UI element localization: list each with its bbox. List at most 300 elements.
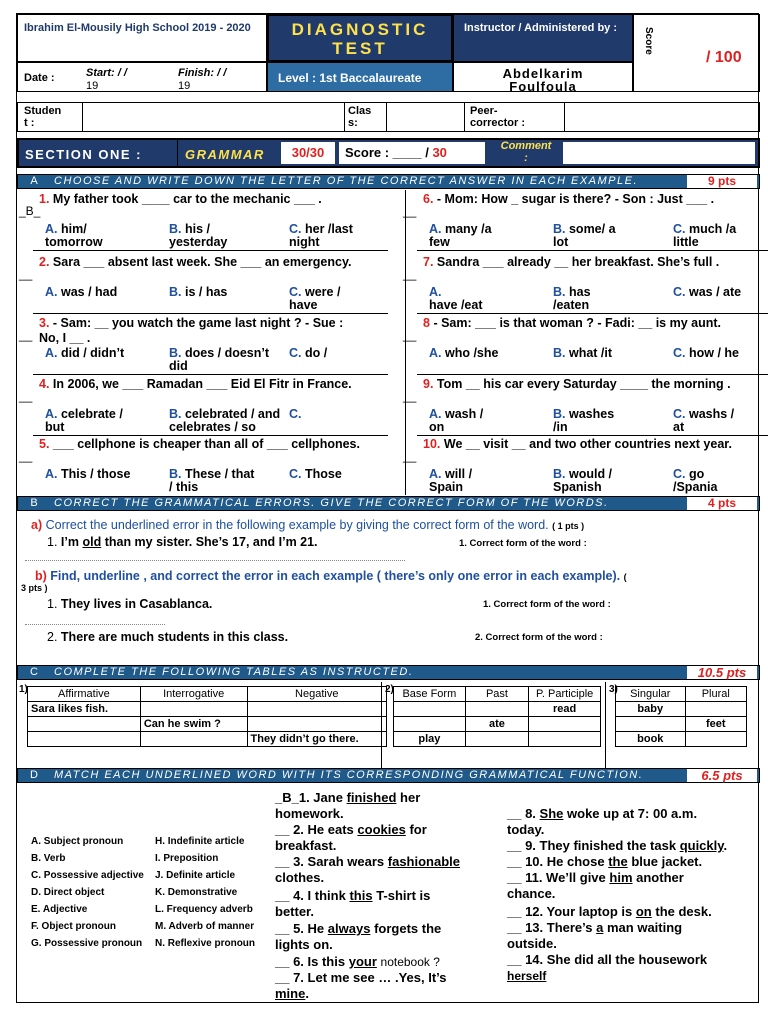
option-letter: A. — [45, 407, 58, 421]
option-c[interactable] — [673, 347, 768, 360]
table-cell: Sara likes fish. — [28, 702, 141, 717]
instructor-name1: Abdelkarim — [502, 66, 584, 81]
table-row — [394, 717, 601, 732]
option-letter: C. — [673, 222, 686, 236]
table-row — [28, 702, 387, 717]
table-cell[interactable] — [140, 702, 247, 717]
mq13-u: a — [596, 920, 604, 935]
question-number: 3. — [39, 316, 50, 330]
table-header: Plural — [685, 687, 746, 702]
table-cell: play — [394, 732, 466, 747]
table-cell[interactable] — [28, 717, 141, 732]
section-one-score-label — [345, 145, 447, 160]
question-text: We __ visit __ and two other countries next year. — [443, 437, 732, 451]
answer-blank[interactable]: __ — [403, 328, 417, 342]
mq5-l2: lights on. — [275, 937, 333, 952]
option-b[interactable] — [553, 408, 671, 434]
option-a[interactable] — [429, 223, 547, 249]
match-q4 — [275, 888, 430, 920]
table-cell[interactable] — [247, 717, 387, 732]
option-letter: B. — [553, 346, 566, 360]
question-number: 7. — [423, 255, 434, 269]
mq6-pre: __ 6. Is this — [275, 954, 346, 969]
table-header: Affirmative — [28, 687, 141, 702]
table-row — [394, 732, 601, 747]
option-text: would / — [568, 467, 613, 481]
section-b-band — [17, 496, 760, 511]
correct-form-b1: 1. Correct form of the word : — [483, 599, 611, 610]
table-header: Past — [465, 687, 529, 702]
title-line1: DIAGNOSTIC — [291, 20, 429, 39]
question-number: 6. — [423, 192, 434, 206]
student-label-l1: Studen — [24, 105, 62, 117]
bex1-text: They lives in Casablanca. — [60, 597, 213, 611]
section-a-title: CHOOSE AND WRITE DOWN THE LETTER OF THE CORRECT ANSWER IN EACH EXAMPLE. — [54, 175, 639, 187]
mq1-l2: homework. — [275, 806, 344, 821]
peer-input[interactable] — [566, 105, 758, 129]
section-one-score: 30/30 — [291, 145, 325, 160]
section-a-band — [17, 174, 760, 189]
question-text: Sandra ___ already __ her breakfast. She’s full . — [436, 255, 720, 269]
mq5-pre: __ 5. He — [275, 921, 325, 936]
table-cell[interactable] — [28, 732, 141, 747]
peer-label — [470, 105, 525, 129]
question — [423, 437, 745, 452]
match-q9: __ 9. They finished the task quickly. — [507, 838, 728, 853]
row-divider — [33, 250, 388, 251]
score-total: / 100 — [706, 49, 742, 66]
option-text-line2: lot — [553, 235, 569, 249]
option-b[interactable] — [169, 408, 287, 434]
table-cell: book — [616, 732, 686, 747]
question-number: 10. — [423, 437, 441, 451]
table-cell[interactable] — [529, 732, 601, 747]
option-letter: B. — [169, 467, 182, 481]
table-cell: read — [529, 702, 601, 717]
part-a-pts: ( 1 pts ) — [552, 521, 585, 531]
option-letter: B. — [169, 407, 182, 421]
table-row — [616, 717, 747, 732]
option-c[interactable] — [289, 286, 407, 312]
option-c[interactable] — [289, 223, 407, 249]
instructor-name-box — [453, 62, 633, 92]
option-a[interactable] — [45, 408, 163, 434]
table-cell[interactable] — [247, 702, 387, 717]
table-cell[interactable] — [140, 732, 247, 747]
option-b[interactable] — [169, 286, 287, 299]
mq8-pre: __ 8. — [507, 806, 536, 821]
option-c[interactable] — [289, 408, 407, 421]
mq3-pre: __ 3. Sarah wears — [275, 854, 385, 869]
option-a[interactable] — [429, 286, 547, 312]
option-b[interactable] — [553, 286, 671, 312]
instructor-label: Instructor / Administered by : — [464, 22, 618, 34]
divider — [386, 103, 387, 131]
option-text: wash / — [444, 407, 484, 421]
divider — [564, 103, 565, 131]
mq11-u: him — [609, 870, 633, 885]
table-cell[interactable] — [394, 702, 466, 717]
score-total-text: 30 — [432, 145, 447, 160]
mq2-post: for — [409, 822, 427, 837]
table-plural — [615, 686, 747, 747]
row-divider — [417, 313, 768, 314]
class-label — [348, 105, 371, 129]
mq10-pre: __ 10. He chose — [507, 854, 605, 869]
option-a[interactable] — [45, 286, 163, 299]
tables-area — [17, 682, 760, 768]
date-label: Date : — [24, 72, 55, 84]
option-text: washs / — [688, 407, 735, 421]
option-text-line2: /Spania — [673, 480, 718, 494]
table-cell[interactable] — [465, 702, 529, 717]
option-c[interactable] — [673, 286, 768, 299]
option-text: how / he — [688, 346, 739, 360]
mq5-post: forgets the — [374, 921, 442, 936]
option-a[interactable] — [429, 468, 547, 494]
option-text: did / didn’t — [60, 346, 125, 360]
option-text-line2: Spain — [429, 480, 464, 494]
question-text: My father took ____ car to the mechanic ___ . — [52, 192, 322, 206]
option-text: was / had — [60, 285, 118, 299]
option-b[interactable] — [553, 468, 671, 494]
part-b-label: b) — [35, 569, 47, 583]
table-header: P. Participle — [529, 687, 601, 702]
option-a[interactable] — [45, 347, 163, 360]
part-a-instruction — [31, 518, 584, 532]
section-one-name: GRAMMAR — [185, 147, 265, 162]
question — [423, 192, 745, 207]
option-letter: B. — [553, 285, 566, 299]
mq2-l2: breakfast. — [275, 838, 337, 853]
question-text: - Mom: How _ sugar is there? - Son : Just ___ . — [436, 192, 715, 206]
answer-blank[interactable]: __ — [19, 328, 33, 342]
answer-blank[interactable]: __ — [19, 449, 33, 463]
match-q6 — [275, 954, 440, 970]
option-c[interactable] — [289, 468, 407, 481]
match-q7: __ 7. Let me see … .Yes, It’s mine. — [275, 970, 447, 1001]
option-letter: C. — [289, 407, 302, 421]
mq6-post: notebook ? — [380, 955, 440, 969]
option-letter: B. — [553, 467, 566, 481]
option-letter: A. — [45, 222, 58, 236]
option-text: much /a — [688, 222, 737, 236]
option-letter: B. — [169, 222, 182, 236]
table-cell[interactable] — [685, 732, 746, 747]
section-b-title: CORRECT THE GRAMMATICAL ERRORS. GIVE THE CORRECT FORM OF THE WORDS. — [54, 497, 609, 509]
mq13-l2: outside. — [507, 936, 557, 951]
answer-blank[interactable]: __ — [403, 204, 417, 218]
option-letter: C. — [673, 346, 686, 360]
option-a[interactable] — [429, 408, 547, 434]
match-q13 — [507, 920, 682, 952]
mq2-u: cookies — [357, 822, 406, 837]
peer-label-l1: Peer- — [470, 105, 498, 117]
legend-item: A. Subject pronoun — [31, 836, 124, 847]
option-letter: A. — [429, 467, 442, 481]
question-number: 2. — [39, 255, 50, 269]
ex1-pre: I’m — [60, 535, 79, 549]
option-text-line2: few — [429, 235, 450, 249]
table2-num: 2) — [385, 684, 394, 695]
answer-blank[interactable]: __ — [19, 389, 33, 403]
divider — [82, 103, 83, 131]
option-text: some/ a — [568, 222, 616, 236]
option-letter: C. — [289, 285, 302, 299]
class-label-l1: Clas — [348, 105, 372, 117]
option-text: were / — [304, 285, 341, 299]
school-box — [17, 14, 267, 62]
mq11-l2: chance. — [507, 886, 556, 901]
bex2-text: There are much students in this class. — [60, 630, 289, 644]
option-text: washes — [568, 407, 615, 421]
student-row — [17, 102, 760, 132]
question-number: 1. — [39, 192, 50, 206]
ex1-post: than my sister. She’s 17, and I’m 21. — [104, 535, 318, 549]
mq4-l2: better. — [275, 904, 315, 919]
mq5-u: always — [327, 921, 371, 936]
section-a-points: 9 pts — [687, 175, 757, 188]
section-one-label: SECTION ONE : — [25, 147, 143, 162]
mq3-u: fashionable — [387, 854, 461, 869]
legend-item: M. Adverb of manner — [155, 921, 255, 932]
part-b-example1 — [47, 597, 212, 611]
option-text-line2: have — [289, 298, 318, 312]
question-text: - Sam: ___ is that woman ? - Fadi: __ is my aunt. — [433, 316, 722, 330]
match-q8 — [507, 806, 697, 838]
option-text-line2: did — [169, 359, 188, 373]
mq13-post: man waiting — [607, 920, 683, 935]
option-letter: B. — [169, 346, 182, 360]
option-c[interactable] — [673, 408, 768, 434]
question — [423, 255, 745, 270]
option-letter: C. — [673, 467, 686, 481]
mq11-post: another — [636, 870, 684, 885]
mq14-pre: __ 14. She did all the housework — [507, 952, 708, 967]
peer-label-l2: corrector : — [470, 117, 526, 129]
score-label-text: Score : ____ / — [345, 145, 429, 160]
student-label-l2: t : — [24, 117, 35, 129]
question-text: ___ cellphone is cheaper than all of ___ cellphones. — [52, 437, 360, 451]
table-cell[interactable] — [529, 717, 601, 732]
question-text: - Sam: __ you watch the game last night ? - Sue : No, I __ . — [39, 316, 344, 345]
option-text: will / — [444, 467, 473, 481]
legend-item: G. Possessive pronoun — [31, 938, 143, 949]
question-number: 4. — [39, 377, 50, 391]
option-text-line2: yesterday — [169, 235, 228, 249]
question — [39, 192, 361, 207]
legend-item: B. Verb — [31, 853, 66, 864]
match-q3 — [275, 854, 460, 886]
table-cell: feet — [685, 717, 746, 732]
section-c-band — [17, 665, 760, 680]
option-text-line2: / this — [169, 480, 199, 494]
match-q12 — [507, 904, 712, 920]
option-text: This / those — [60, 467, 131, 481]
section-d-title: MATCH EACH UNDERLINED WORD WITH ITS CORRESPONDING GRAMMATICAL FUNCTION. — [54, 769, 644, 781]
option-text: her /last — [304, 222, 353, 236]
divider — [464, 103, 465, 131]
option-text: is / has — [184, 285, 228, 299]
table-cell: ate — [465, 717, 529, 732]
mq6-u: your — [348, 954, 377, 969]
mq11-pre: __ 11. We’ll give — [507, 870, 606, 885]
comment-l2: : — [524, 152, 528, 164]
part-b-instruction — [35, 569, 627, 583]
legend-item: F. Object pronoun — [31, 921, 116, 932]
mq7-u: mine — [275, 986, 306, 1001]
section-one-bar — [17, 138, 760, 168]
option-a[interactable] — [45, 223, 163, 249]
option-letter: A. — [429, 407, 442, 421]
table-cell[interactable] — [394, 717, 466, 732]
table-row — [28, 717, 387, 732]
mq12-pre: __ 12. Your laptop is — [507, 904, 633, 919]
row-divider — [417, 250, 768, 251]
row-divider — [33, 435, 388, 436]
section-c-title: COMPLETE THE FOLLOWING TABLES AS INSTRUCTED. — [54, 666, 414, 678]
option-text: many /a — [444, 222, 492, 236]
option-text-line2: have /eat — [429, 298, 483, 312]
table-cell[interactable] — [616, 717, 686, 732]
option-c[interactable] — [673, 468, 768, 494]
option-b[interactable] — [553, 223, 671, 249]
legend-item: J. Definite article — [155, 870, 236, 881]
bex1-num: 1. — [47, 597, 58, 611]
divider — [344, 103, 345, 131]
mq12-u: on — [635, 904, 652, 919]
finish-label: Finish: / / — [178, 67, 227, 79]
option-letter: B. — [553, 407, 566, 421]
mq1-pre: _B_1. Jane — [275, 790, 343, 805]
student-input[interactable] — [84, 105, 342, 129]
option-b[interactable] — [169, 347, 287, 373]
exam-page — [16, 13, 759, 1003]
section-c-points: 10.5 pts — [687, 666, 757, 679]
answer-blank[interactable]: __ — [403, 449, 417, 463]
comment-field[interactable] — [563, 142, 755, 164]
answer-line — [25, 560, 405, 561]
match-q2 — [275, 822, 427, 854]
class-label-l2: s: — [348, 117, 358, 129]
option-text: was / ate — [688, 285, 742, 299]
option-text: who /she — [444, 346, 499, 360]
row-divider — [417, 435, 768, 436]
instructor-box — [453, 14, 633, 62]
question-number: 8 — [423, 316, 430, 330]
mq4-u: this — [349, 888, 373, 903]
option-c[interactable] — [673, 223, 768, 249]
mq8-u: She — [539, 806, 564, 821]
section-d-letter: D — [18, 769, 50, 782]
mq8-post: woke up at 7: 00 a.m. — [567, 806, 698, 821]
table-affirmative — [27, 686, 387, 747]
table-header-row — [394, 687, 601, 702]
divider — [381, 682, 382, 768]
option-text: his / — [184, 222, 210, 236]
correct-form-b2: 2. Correct form of the word : — [475, 632, 603, 643]
option-letter: B. — [553, 222, 566, 236]
question — [423, 377, 745, 392]
answer-blank[interactable]: _B_ — [19, 204, 41, 218]
part-a-text: Correct the underlined error in the following example by giving the correct form of the word. — [45, 518, 549, 532]
table-cell[interactable] — [685, 702, 746, 717]
option-text-line2: /eaten — [553, 298, 590, 312]
option-letter: C. — [673, 285, 686, 299]
option-letter: C. — [673, 407, 686, 421]
start-year: 19 — [86, 80, 99, 92]
section-b-points: 4 pts — [687, 497, 757, 510]
option-c[interactable] — [289, 347, 407, 360]
row-divider — [33, 374, 388, 375]
option-b[interactable] — [169, 468, 287, 494]
table-header: Singular — [616, 687, 686, 702]
table-header: Interrogative — [140, 687, 247, 702]
match-q14 — [507, 952, 707, 984]
mq9-u: quickly — [679, 838, 724, 853]
date-box — [17, 62, 267, 92]
option-letter: A. — [45, 346, 58, 360]
part-b-pts: 3 pts ) — [21, 583, 48, 593]
mq12-post: the desk. — [655, 904, 712, 919]
question-text: In 2006, we ___ Ramadan ___ Eid El Fitr in France. — [52, 377, 352, 391]
option-text-line2: /in — [553, 420, 568, 434]
table1-num: 1) — [19, 684, 28, 695]
mq4-post: T-shirt is — [376, 888, 431, 903]
option-a[interactable] — [429, 347, 547, 360]
mq10-u: the — [608, 854, 628, 869]
match-q11 — [507, 870, 684, 902]
mq9-pre: __ 9. They finished the task — [507, 838, 677, 853]
table-cell[interactable] — [465, 732, 529, 747]
option-text-line2: at — [673, 420, 685, 434]
legend-item: H. Indefinite article — [155, 836, 245, 847]
part-b-example2 — [47, 630, 288, 644]
option-letter: C. — [289, 346, 302, 360]
option-text: has — [568, 285, 591, 299]
option-letter: B. — [169, 285, 182, 299]
option-b[interactable] — [169, 223, 287, 249]
table-header-row — [28, 687, 387, 702]
option-b[interactable] — [553, 347, 671, 360]
option-text-line2: on — [429, 420, 445, 434]
mq1-u: finished — [346, 790, 397, 805]
option-text: him/ — [60, 222, 87, 236]
answer-blank[interactable]: __ — [403, 267, 417, 281]
table3-num: 3) — [609, 684, 618, 695]
legend-item: D. Direct object — [31, 887, 105, 898]
mq8-l2: today. — [507, 822, 545, 837]
answer-blank[interactable]: __ — [403, 389, 417, 403]
part-a-example — [47, 535, 318, 549]
table-cell: baby — [616, 702, 686, 717]
title-box — [267, 14, 453, 62]
option-letter: C. — [289, 222, 302, 236]
table-row — [394, 702, 601, 717]
score-field — [339, 142, 485, 164]
score-box — [633, 14, 760, 92]
section-c-letter: C — [18, 666, 50, 679]
question — [39, 377, 361, 392]
answer-blank[interactable]: __ — [19, 267, 33, 281]
option-a[interactable] — [45, 468, 163, 481]
class-input[interactable] — [388, 105, 462, 129]
student-label — [24, 105, 61, 129]
table-header-row — [616, 687, 747, 702]
match-q5 — [275, 921, 441, 953]
option-text-line2: celebrates / so — [169, 420, 256, 434]
section-a-letter: A — [18, 175, 50, 188]
